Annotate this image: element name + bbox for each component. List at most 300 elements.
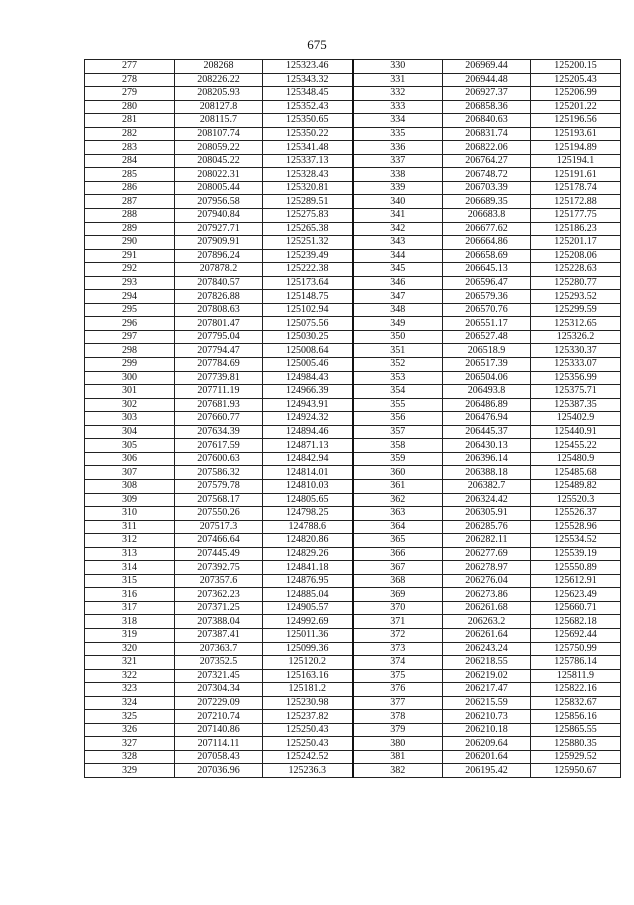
x-coordinate-cell: 207550.26 <box>175 507 263 521</box>
table-row <box>85 588 621 602</box>
table-row <box>85 479 621 493</box>
y-coordinate-cell: 124788.6 <box>263 520 353 534</box>
y-coordinate-cell: 125330.37 <box>531 344 621 358</box>
table-row <box>85 642 621 656</box>
y-coordinate-cell: 125950.67 <box>531 764 621 778</box>
point-number-cell: 301 <box>85 385 175 399</box>
point-number-cell: 321 <box>85 656 175 670</box>
table-row <box>85 601 621 615</box>
point-number-cell: 290 <box>85 236 175 250</box>
y-coordinate-cell: 125299.59 <box>531 303 621 317</box>
point-number-cell: 317 <box>85 601 175 615</box>
y-coordinate-cell: 124810.03 <box>263 479 353 493</box>
point-number-cell: 324 <box>85 696 175 710</box>
table-row <box>85 466 621 480</box>
x-coordinate-cell: 207909.91 <box>175 236 263 250</box>
point-number-cell: 363 <box>353 507 443 521</box>
x-coordinate-cell: 208268 <box>175 60 263 74</box>
x-coordinate-cell: 206527.48 <box>443 330 531 344</box>
y-coordinate-cell: 125205.43 <box>531 73 621 87</box>
y-coordinate-cell: 125343.32 <box>263 73 353 87</box>
y-coordinate-cell: 125880.35 <box>531 737 621 751</box>
y-coordinate-cell: 124992.69 <box>263 615 353 629</box>
x-coordinate-cell: 207392.75 <box>175 561 263 575</box>
x-coordinate-cell: 207586.32 <box>175 466 263 480</box>
x-coordinate-cell: 206219.02 <box>443 669 531 683</box>
x-coordinate-cell: 206486.89 <box>443 398 531 412</box>
x-coordinate-cell: 206263.2 <box>443 615 531 629</box>
x-coordinate-cell: 207352.5 <box>175 656 263 670</box>
table-row <box>85 398 621 412</box>
point-number-cell: 361 <box>353 479 443 493</box>
point-number-cell: 314 <box>85 561 175 575</box>
x-coordinate-cell: 206282.11 <box>443 534 531 548</box>
point-number-cell: 334 <box>353 114 443 128</box>
x-coordinate-cell: 206273.86 <box>443 588 531 602</box>
x-coordinate-cell: 207445.49 <box>175 547 263 561</box>
y-coordinate-cell: 125786.14 <box>531 656 621 670</box>
table-row <box>85 750 621 764</box>
table-row <box>85 73 621 87</box>
x-coordinate-cell: 207036.96 <box>175 764 263 778</box>
y-coordinate-cell: 125312.65 <box>531 317 621 331</box>
x-coordinate-cell: 206944.48 <box>443 73 531 87</box>
x-coordinate-cell: 206285.76 <box>443 520 531 534</box>
x-coordinate-cell: 206840.63 <box>443 114 531 128</box>
x-coordinate-cell: 206677.62 <box>443 222 531 236</box>
table-row <box>85 358 621 372</box>
point-number-cell: 306 <box>85 452 175 466</box>
table-row <box>85 209 621 223</box>
y-coordinate-cell: 125194.89 <box>531 141 621 155</box>
x-coordinate-cell: 207210.74 <box>175 710 263 724</box>
y-coordinate-cell: 125008.64 <box>263 344 353 358</box>
point-number-cell: 280 <box>85 100 175 114</box>
y-coordinate-cell: 125250.43 <box>263 737 353 751</box>
x-coordinate-cell: 207466.64 <box>175 534 263 548</box>
point-number-cell: 329 <box>85 764 175 778</box>
x-coordinate-cell: 207927.71 <box>175 222 263 236</box>
point-number-cell: 327 <box>85 737 175 751</box>
point-number-cell: 325 <box>85 710 175 724</box>
point-number-cell: 337 <box>353 154 443 168</box>
point-number-cell: 281 <box>85 114 175 128</box>
point-number-cell: 331 <box>353 73 443 87</box>
y-coordinate-cell: 124966.39 <box>263 385 353 399</box>
point-number-cell: 353 <box>353 371 443 385</box>
x-coordinate-cell: 207634.39 <box>175 425 263 439</box>
point-number-cell: 299 <box>85 358 175 372</box>
x-coordinate-cell: 207114.11 <box>175 737 263 751</box>
x-coordinate-cell: 206748.72 <box>443 168 531 182</box>
point-number-cell: 342 <box>353 222 443 236</box>
x-coordinate-cell: 207387.41 <box>175 628 263 642</box>
table-row <box>85 317 621 331</box>
table-row <box>85 60 621 74</box>
point-number-cell: 295 <box>85 303 175 317</box>
y-coordinate-cell: 125099.36 <box>263 642 353 656</box>
x-coordinate-cell: 207140.86 <box>175 723 263 737</box>
point-number-cell: 326 <box>85 723 175 737</box>
x-coordinate-cell: 206927.37 <box>443 87 531 101</box>
point-number-cell: 286 <box>85 181 175 195</box>
point-number-cell: 355 <box>353 398 443 412</box>
y-coordinate-cell: 125293.52 <box>531 290 621 304</box>
table-row <box>85 236 621 250</box>
y-coordinate-cell: 124842.94 <box>263 452 353 466</box>
x-coordinate-cell: 207739.81 <box>175 371 263 385</box>
y-coordinate-cell: 125237.82 <box>263 710 353 724</box>
point-number-cell: 370 <box>353 601 443 615</box>
point-number-cell: 298 <box>85 344 175 358</box>
point-number-cell: 311 <box>85 520 175 534</box>
y-coordinate-cell: 125173.64 <box>263 276 353 290</box>
x-coordinate-cell: 206195.42 <box>443 764 531 778</box>
y-coordinate-cell: 125865.55 <box>531 723 621 737</box>
y-coordinate-cell: 125612.91 <box>531 574 621 588</box>
x-coordinate-cell: 207229.09 <box>175 696 263 710</box>
y-coordinate-cell: 125455.22 <box>531 439 621 453</box>
point-number-cell: 351 <box>353 344 443 358</box>
point-number-cell: 354 <box>353 385 443 399</box>
y-coordinate-cell: 124984.43 <box>263 371 353 385</box>
x-coordinate-cell: 206430.13 <box>443 439 531 453</box>
x-coordinate-cell: 207940.84 <box>175 209 263 223</box>
x-coordinate-cell: 206551.17 <box>443 317 531 331</box>
point-number-cell: 372 <box>353 628 443 642</box>
point-number-cell: 352 <box>353 358 443 372</box>
x-coordinate-cell: 207617.59 <box>175 439 263 453</box>
table-row <box>85 222 621 236</box>
x-coordinate-cell: 206305.91 <box>443 507 531 521</box>
point-number-cell: 283 <box>85 141 175 155</box>
point-number-cell: 293 <box>85 276 175 290</box>
x-coordinate-cell: 206388.18 <box>443 466 531 480</box>
point-number-cell: 345 <box>353 263 443 277</box>
x-coordinate-cell: 206518.9 <box>443 344 531 358</box>
table-row <box>85 330 621 344</box>
y-coordinate-cell: 125186.23 <box>531 222 621 236</box>
x-coordinate-cell: 206243.24 <box>443 642 531 656</box>
x-coordinate-cell: 206596.47 <box>443 276 531 290</box>
table-row <box>85 764 621 778</box>
point-number-cell: 322 <box>85 669 175 683</box>
point-number-cell: 287 <box>85 195 175 209</box>
y-coordinate-cell: 125120.2 <box>263 656 353 670</box>
x-coordinate-cell: 206517.39 <box>443 358 531 372</box>
y-coordinate-cell: 125440.91 <box>531 425 621 439</box>
x-coordinate-cell: 206764.27 <box>443 154 531 168</box>
y-coordinate-cell: 125239.49 <box>263 249 353 263</box>
point-number-cell: 305 <box>85 439 175 453</box>
y-coordinate-cell: 125692.44 <box>531 628 621 642</box>
y-coordinate-cell: 125196.56 <box>531 114 621 128</box>
table-row <box>85 683 621 697</box>
point-number-cell: 373 <box>353 642 443 656</box>
point-number-cell: 338 <box>353 168 443 182</box>
y-coordinate-cell: 125206.99 <box>531 87 621 101</box>
point-number-cell: 350 <box>353 330 443 344</box>
x-coordinate-cell: 207517.3 <box>175 520 263 534</box>
table-row <box>85 412 621 426</box>
point-number-cell: 313 <box>85 547 175 561</box>
table-row <box>85 249 621 263</box>
y-coordinate-cell: 124905.57 <box>263 601 353 615</box>
table-row <box>85 127 621 141</box>
y-coordinate-cell: 125337.13 <box>263 154 353 168</box>
x-coordinate-cell: 208115.7 <box>175 114 263 128</box>
point-number-cell: 378 <box>353 710 443 724</box>
table-row <box>85 303 621 317</box>
point-number-cell: 310 <box>85 507 175 521</box>
table-row <box>85 385 621 399</box>
point-number-cell: 288 <box>85 209 175 223</box>
y-coordinate-cell: 125539.19 <box>531 547 621 561</box>
x-coordinate-cell: 206969.44 <box>443 60 531 74</box>
point-number-cell: 366 <box>353 547 443 561</box>
y-coordinate-cell: 124805.65 <box>263 493 353 507</box>
x-coordinate-cell: 207801.47 <box>175 317 263 331</box>
y-coordinate-cell: 125402.9 <box>531 412 621 426</box>
point-number-cell: 279 <box>85 87 175 101</box>
x-coordinate-cell: 208127.8 <box>175 100 263 114</box>
y-coordinate-cell: 125832.67 <box>531 696 621 710</box>
x-coordinate-cell: 206218.55 <box>443 656 531 670</box>
x-coordinate-cell: 207840.57 <box>175 276 263 290</box>
point-number-cell: 369 <box>353 588 443 602</box>
x-coordinate-cell: 208022.31 <box>175 168 263 182</box>
y-coordinate-cell: 125682.18 <box>531 615 621 629</box>
y-coordinate-cell: 125375.71 <box>531 385 621 399</box>
y-coordinate-cell: 125350.65 <box>263 114 353 128</box>
x-coordinate-cell: 206277.69 <box>443 547 531 561</box>
y-coordinate-cell: 124829.26 <box>263 547 353 561</box>
y-coordinate-cell: 125550.89 <box>531 561 621 575</box>
y-coordinate-cell: 125929.52 <box>531 750 621 764</box>
x-coordinate-cell: 207956.58 <box>175 195 263 209</box>
x-coordinate-cell: 206858.36 <box>443 100 531 114</box>
y-coordinate-cell: 125328.43 <box>263 168 353 182</box>
y-coordinate-cell: 125520.3 <box>531 493 621 507</box>
x-coordinate-cell: 206570.76 <box>443 303 531 317</box>
point-number-cell: 365 <box>353 534 443 548</box>
point-number-cell: 381 <box>353 750 443 764</box>
table-row <box>85 507 621 521</box>
point-number-cell: 340 <box>353 195 443 209</box>
x-coordinate-cell: 207357.6 <box>175 574 263 588</box>
y-coordinate-cell: 124885.04 <box>263 588 353 602</box>
table-row <box>85 114 621 128</box>
point-number-cell: 319 <box>85 628 175 642</box>
y-coordinate-cell: 125194.1 <box>531 154 621 168</box>
point-number-cell: 360 <box>353 466 443 480</box>
point-number-cell: 316 <box>85 588 175 602</box>
y-coordinate-cell: 125265.38 <box>263 222 353 236</box>
y-coordinate-cell: 125191.61 <box>531 168 621 182</box>
x-coordinate-cell: 208059.22 <box>175 141 263 155</box>
y-coordinate-cell: 125660.71 <box>531 601 621 615</box>
point-number-cell: 356 <box>353 412 443 426</box>
point-number-cell: 304 <box>85 425 175 439</box>
point-number-cell: 303 <box>85 412 175 426</box>
coordinate-table <box>84 59 621 778</box>
point-number-cell: 346 <box>353 276 443 290</box>
table-row <box>85 168 621 182</box>
point-number-cell: 300 <box>85 371 175 385</box>
y-coordinate-cell: 125236.3 <box>263 764 353 778</box>
point-number-cell: 294 <box>85 290 175 304</box>
y-coordinate-cell: 125856.16 <box>531 710 621 724</box>
point-number-cell: 309 <box>85 493 175 507</box>
table-row <box>85 574 621 588</box>
x-coordinate-cell: 207711.19 <box>175 385 263 399</box>
x-coordinate-cell: 207795.04 <box>175 330 263 344</box>
y-coordinate-cell: 124943.91 <box>263 398 353 412</box>
y-coordinate-cell: 125356.99 <box>531 371 621 385</box>
y-coordinate-cell: 125201.22 <box>531 100 621 114</box>
x-coordinate-cell: 207579.78 <box>175 479 263 493</box>
x-coordinate-cell: 206209.64 <box>443 737 531 751</box>
y-coordinate-cell: 125485.68 <box>531 466 621 480</box>
x-coordinate-cell: 207388.04 <box>175 615 263 629</box>
point-number-cell: 318 <box>85 615 175 629</box>
point-number-cell: 382 <box>353 764 443 778</box>
y-coordinate-cell: 125222.38 <box>263 263 353 277</box>
y-coordinate-cell: 124924.32 <box>263 412 353 426</box>
point-number-cell: 315 <box>85 574 175 588</box>
point-number-cell: 359 <box>353 452 443 466</box>
x-coordinate-cell: 206382.7 <box>443 479 531 493</box>
x-coordinate-cell: 208107.74 <box>175 127 263 141</box>
point-number-cell: 328 <box>85 750 175 764</box>
y-coordinate-cell: 125352.43 <box>263 100 353 114</box>
y-coordinate-cell: 125030.25 <box>263 330 353 344</box>
y-coordinate-cell: 125230.98 <box>263 696 353 710</box>
point-number-cell: 349 <box>353 317 443 331</box>
point-number-cell: 284 <box>85 154 175 168</box>
x-coordinate-cell: 207878.2 <box>175 263 263 277</box>
x-coordinate-cell: 208045.22 <box>175 154 263 168</box>
x-coordinate-cell: 206396.14 <box>443 452 531 466</box>
table-row <box>85 100 621 114</box>
y-coordinate-cell: 125623.49 <box>531 588 621 602</box>
y-coordinate-cell: 125387.35 <box>531 398 621 412</box>
y-coordinate-cell: 125011.36 <box>263 628 353 642</box>
y-coordinate-cell: 125193.61 <box>531 127 621 141</box>
x-coordinate-cell: 207362.23 <box>175 588 263 602</box>
point-number-cell: 323 <box>85 683 175 697</box>
y-coordinate-cell: 125250.43 <box>263 723 353 737</box>
table-row <box>85 181 621 195</box>
table-row <box>85 493 621 507</box>
y-coordinate-cell: 124871.13 <box>263 439 353 453</box>
table-row <box>85 696 621 710</box>
table-row <box>85 547 621 561</box>
point-number-cell: 277 <box>85 60 175 74</box>
point-number-cell: 282 <box>85 127 175 141</box>
x-coordinate-cell: 206476.94 <box>443 412 531 426</box>
y-coordinate-cell: 125326.2 <box>531 330 621 344</box>
y-coordinate-cell: 125323.46 <box>263 60 353 74</box>
y-coordinate-cell: 125534.52 <box>531 534 621 548</box>
y-coordinate-cell: 125181.2 <box>263 683 353 697</box>
x-coordinate-cell: 206261.68 <box>443 601 531 615</box>
x-coordinate-cell: 207681.93 <box>175 398 263 412</box>
x-coordinate-cell: 206276.04 <box>443 574 531 588</box>
point-number-cell: 374 <box>353 656 443 670</box>
y-coordinate-cell: 124876.95 <box>263 574 353 588</box>
x-coordinate-cell: 206201.64 <box>443 750 531 764</box>
x-coordinate-cell: 206445.37 <box>443 425 531 439</box>
y-coordinate-cell: 125005.46 <box>263 358 353 372</box>
point-number-cell: 364 <box>353 520 443 534</box>
page-number: 675 <box>307 37 327 52</box>
y-coordinate-cell: 124814.01 <box>263 466 353 480</box>
y-coordinate-cell: 124798.25 <box>263 507 353 521</box>
point-number-cell: 358 <box>353 439 443 453</box>
point-number-cell: 348 <box>353 303 443 317</box>
y-coordinate-cell: 125333.07 <box>531 358 621 372</box>
x-coordinate-cell: 206831.74 <box>443 127 531 141</box>
table-row <box>85 561 621 575</box>
x-coordinate-cell: 206210.18 <box>443 723 531 737</box>
x-coordinate-cell: 206215.59 <box>443 696 531 710</box>
point-number-cell: 371 <box>353 615 443 629</box>
point-number-cell: 312 <box>85 534 175 548</box>
table-row <box>85 154 621 168</box>
point-number-cell: 376 <box>353 683 443 697</box>
point-number-cell: 289 <box>85 222 175 236</box>
x-coordinate-cell: 207660.77 <box>175 412 263 426</box>
point-number-cell: 336 <box>353 141 443 155</box>
point-number-cell: 296 <box>85 317 175 331</box>
x-coordinate-cell: 207321.45 <box>175 669 263 683</box>
point-number-cell: 302 <box>85 398 175 412</box>
point-number-cell: 341 <box>353 209 443 223</box>
x-coordinate-cell: 206822.06 <box>443 141 531 155</box>
table-row <box>85 520 621 534</box>
point-number-cell: 343 <box>353 236 443 250</box>
y-coordinate-cell: 125350.22 <box>263 127 353 141</box>
point-number-cell: 377 <box>353 696 443 710</box>
x-coordinate-cell: 206210.73 <box>443 710 531 724</box>
point-number-cell: 357 <box>353 425 443 439</box>
y-coordinate-cell: 125178.74 <box>531 181 621 195</box>
table-row <box>85 669 621 683</box>
x-coordinate-cell: 208226.22 <box>175 73 263 87</box>
x-coordinate-cell: 206658.69 <box>443 249 531 263</box>
table-row <box>85 195 621 209</box>
table-row <box>85 371 621 385</box>
y-coordinate-cell: 125148.75 <box>263 290 353 304</box>
y-coordinate-cell: 124894.46 <box>263 425 353 439</box>
y-coordinate-cell: 125201.17 <box>531 236 621 250</box>
x-coordinate-cell: 206324.42 <box>443 493 531 507</box>
y-coordinate-cell: 125480.9 <box>531 452 621 466</box>
x-coordinate-cell: 207371.25 <box>175 601 263 615</box>
y-coordinate-cell: 125348.45 <box>263 87 353 101</box>
point-number-cell: 367 <box>353 561 443 575</box>
point-number-cell: 379 <box>353 723 443 737</box>
y-coordinate-cell: 125289.51 <box>263 195 353 209</box>
y-coordinate-cell: 124820.86 <box>263 534 353 548</box>
point-number-cell: 380 <box>353 737 443 751</box>
x-coordinate-cell: 207058.43 <box>175 750 263 764</box>
point-number-cell: 347 <box>353 290 443 304</box>
point-number-cell: 368 <box>353 574 443 588</box>
table-row <box>85 87 621 101</box>
y-coordinate-cell: 124841.18 <box>263 561 353 575</box>
